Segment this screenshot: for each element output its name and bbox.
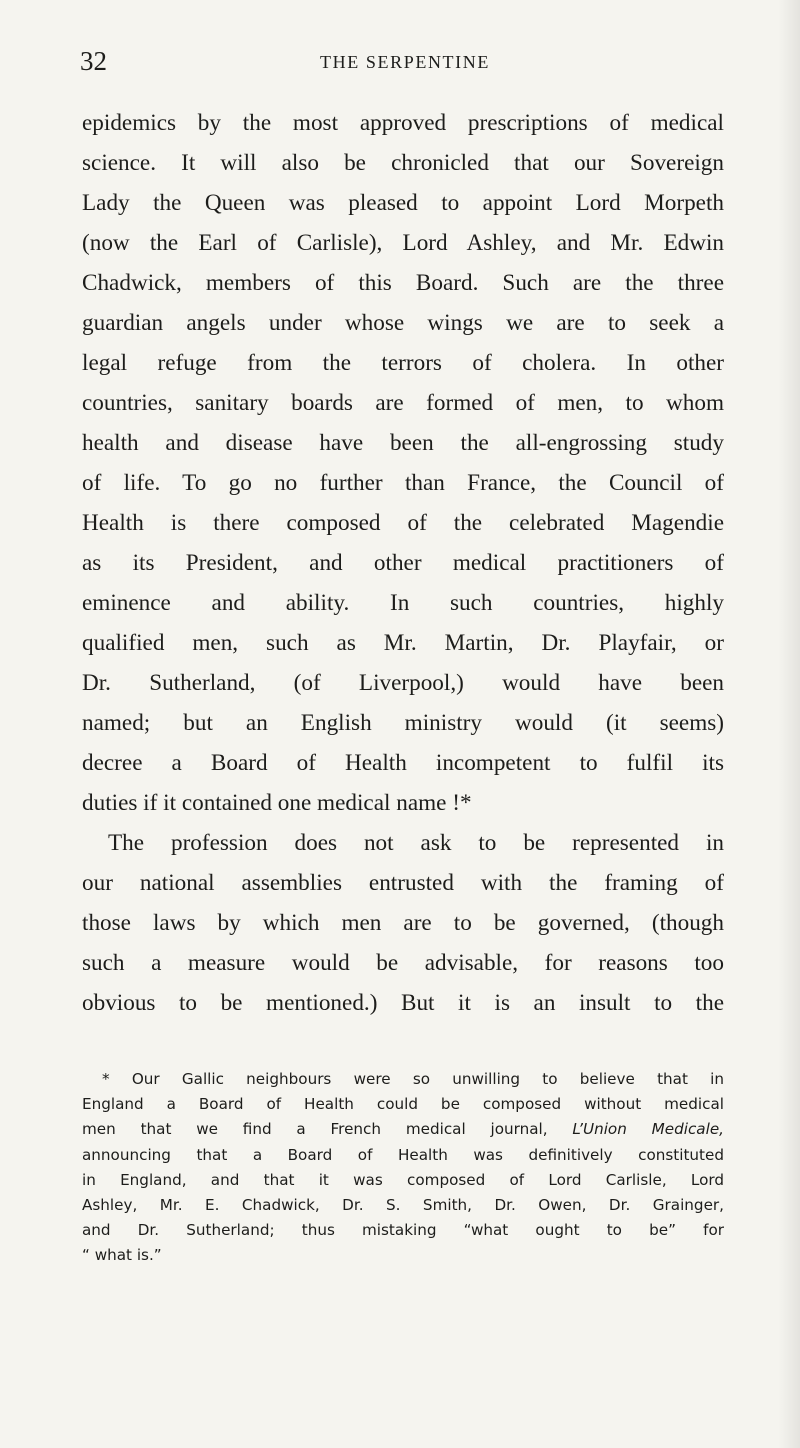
body-line: Chadwick, members of this Board. Such are the three: [82, 270, 724, 296]
body-line: those laws by which men are to be governed, (though: [82, 910, 724, 936]
body-line: (now the Earl of Carlisle), Lord Ashley, and Mr. Edwin: [82, 230, 724, 256]
footnote-line: Ashley, Mr. E. Chadwick, Dr. S. Smith, Dr. Owen, Dr. Grainger,: [82, 1195, 724, 1214]
footnote-line: * Our Gallic neighbours were so unwilling to believe that in: [102, 1070, 724, 1088]
body-line: eminence and ability. In such countries, highly: [82, 590, 724, 616]
body-line: such a measure would be advisable, for reasons too: [82, 950, 724, 976]
footnote-line: in England, and that it was composed of Lord Carlisle, Lord: [82, 1170, 724, 1189]
body-line: decree a Board of Health incompetent to fulfil its: [82, 750, 724, 776]
body-line: named; but an English ministry would (it seems): [82, 710, 724, 736]
body-text: [82, 103, 724, 1023]
body-line: epidemics by the most approved prescriptions of medical: [82, 110, 724, 136]
body-line: legal refuge from the terrors of cholera. In other: [82, 350, 724, 376]
body-line: Lady the Queen was pleased to appoint Lord Morpeth: [82, 190, 724, 216]
footnote-line: and Dr. Sutherland; thus mistaking “what ought to be” for: [82, 1221, 724, 1240]
footnote-line: [82, 1117, 724, 1142]
body-line: of life. To go no further than France, the Council of: [82, 470, 724, 496]
body-line: countries, sanitary boards are formed of men, to whom: [82, 390, 724, 416]
body-line-paragraph-start: The profession does not ask to be represented in: [108, 830, 724, 856]
body-line: Dr. Sutherland, (of Liverpool,) would have been: [82, 670, 724, 696]
body-line: guardian angels under whose wings we are to seek a: [82, 310, 724, 336]
body-line: Health is there composed of the celebrated Magendie: [82, 510, 724, 536]
body-line: qualified men, such as Mr. Martin, Dr. Playfair, or: [82, 630, 724, 656]
running-head: [80, 44, 730, 78]
body-line: science. It will also be chronicled that our Sovereign: [82, 150, 724, 176]
footnote-line: announcing that a Board of Health was definitively constituted: [82, 1145, 724, 1164]
body-line: obvious to be mentioned.) But it is an insult to the: [82, 990, 724, 1016]
footnote-line: “ what is.”: [82, 1246, 162, 1265]
body-line: health and disease have been the all-engrossing study: [82, 430, 724, 456]
footnote-line: England a Board of Health could be composed without medical: [82, 1095, 724, 1114]
body-line: as its President, and other medical practitioners of: [82, 550, 724, 576]
page-number: 32: [80, 46, 107, 76]
page-edge-shadow: [778, 0, 800, 1448]
journal-title: L’Union Medicale,: [572, 1120, 724, 1139]
footnote: [82, 1067, 724, 1269]
body-line: our national assemblies entrusted with the framing of: [82, 870, 724, 896]
running-title: THE SERPENTINE: [320, 52, 490, 72]
footnote-text: men that we find a French medical journal,: [82, 1120, 573, 1139]
body-line-paragraph-end: duties if it contained one medical name !*: [82, 790, 472, 816]
